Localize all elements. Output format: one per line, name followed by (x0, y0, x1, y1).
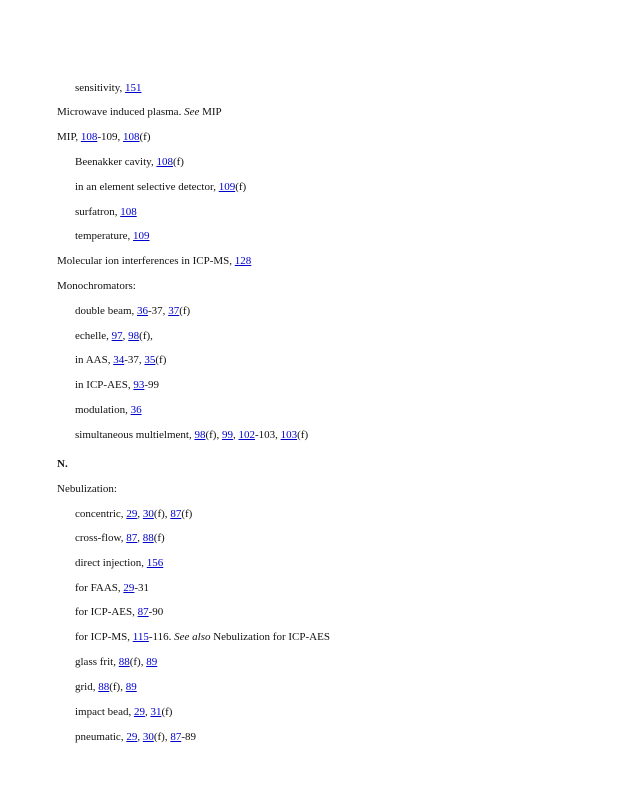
entry-text: temperature, (75, 230, 134, 242)
entry-text: pneumatic, (75, 731, 127, 743)
entry-text: echelle, (75, 330, 112, 342)
page-link[interactable]: 109 (218, 181, 236, 193)
entry-text: -90 (148, 606, 164, 618)
entry-text: Microwave induced plasma. (57, 106, 185, 118)
entry-text: for ICP-MS, (75, 631, 133, 643)
index-subentry (75, 156, 184, 169)
entry-text: N. (57, 458, 68, 470)
index-subentry (75, 681, 137, 694)
index-subentry (75, 82, 142, 95)
entry-text: (f) (172, 156, 184, 168)
entry-text: , (137, 532, 143, 544)
index-entry (57, 106, 222, 119)
index-section-heading (57, 458, 68, 471)
entry-text: -37, (124, 354, 145, 366)
page-link[interactable]: 89 (125, 681, 137, 693)
entry-text: grid, (75, 681, 99, 693)
page-link[interactable]: 108 (120, 206, 137, 218)
page-link[interactable]: 31 (150, 706, 162, 718)
see-reference: See also (174, 631, 211, 643)
entry-text: (f), (129, 656, 147, 668)
page-link[interactable]: 88 (118, 656, 130, 668)
entry-text: (f), (205, 429, 222, 441)
index-entry (57, 131, 151, 144)
page-link[interactable]: 109 (133, 230, 150, 242)
page-link[interactable]: 115 (132, 631, 149, 643)
entry-text: , (232, 429, 239, 441)
page-link[interactable]: 102 (238, 429, 255, 441)
entry-text: -109, (97, 131, 124, 143)
entry-text: (f), (153, 731, 171, 743)
index-subentry (75, 532, 165, 545)
entry-text: double beam, (75, 305, 138, 317)
entry-text: -89 (181, 731, 196, 743)
entry-text: in ICP-AES, (75, 379, 134, 391)
index-subentry (75, 206, 137, 219)
entry-text: (f), (139, 330, 153, 342)
page-link[interactable]: 87 (137, 606, 149, 618)
entry-text: (f) (297, 429, 309, 441)
index-subentry (75, 429, 308, 442)
page-link[interactable]: 93 (133, 379, 145, 391)
page-link[interactable]: 108 (123, 131, 140, 143)
page-link[interactable]: 87 (170, 508, 182, 520)
index-subentry (75, 582, 149, 595)
index-subentry (75, 330, 153, 343)
index-entry (57, 483, 117, 496)
index-subentry (75, 731, 196, 744)
entry-text: Nebulization: (57, 483, 117, 495)
entry-text: for ICP-AES, (75, 606, 138, 618)
page-link[interactable]: 34 (113, 354, 125, 366)
page-link[interactable]: 29 (126, 508, 138, 520)
see-reference: See (184, 106, 200, 118)
entry-text: Molecular ion interferences in ICP-MS, (57, 255, 235, 267)
page-link[interactable]: 89 (146, 656, 158, 668)
entry-text: Nebulization for ICP-AES (210, 631, 330, 643)
entry-text: (f) (139, 131, 151, 143)
entry-text: (f) (235, 181, 247, 193)
entry-text: -103, (254, 429, 281, 441)
entry-text: (f) (161, 706, 173, 718)
entry-text: (f), (109, 681, 126, 693)
page-link[interactable]: 128 (234, 255, 252, 267)
page-link[interactable]: 87 (126, 532, 138, 544)
entry-text: -31 (134, 582, 150, 594)
entry-text: glass frit, (75, 656, 119, 668)
entry-text: in AAS, (75, 354, 114, 366)
index-subentry (75, 354, 166, 367)
entry-text: direct injection, (75, 557, 147, 569)
index-subentry (75, 181, 246, 194)
entry-text: surfatron, (75, 206, 121, 218)
index-subentry (75, 557, 163, 570)
entry-text: impact bead, (75, 706, 134, 718)
index-entry (57, 255, 251, 268)
index-subentry (75, 379, 159, 392)
entry-text: cross-flow, (75, 532, 127, 544)
page-link[interactable]: 98 (194, 429, 206, 441)
entry-text: (f) (181, 508, 193, 520)
index-entry (57, 280, 136, 293)
entry-text: , (122, 330, 129, 342)
entry-text: for FAAS, (75, 582, 124, 594)
entry-text: (f) (155, 354, 167, 366)
page-link[interactable]: 98 (128, 330, 140, 342)
page-link[interactable]: 36 (130, 404, 142, 416)
index-subentry (75, 230, 150, 243)
entry-text: sensitivity, (75, 82, 126, 94)
page-link[interactable]: 103 (280, 429, 298, 441)
page-link[interactable]: 29 (123, 582, 135, 594)
page-link[interactable]: 30 (142, 508, 154, 520)
page-link[interactable]: 97 (111, 330, 123, 342)
page-link[interactable]: 29 (126, 731, 138, 743)
entry-text: (f) (179, 305, 191, 317)
index-subentry (75, 404, 142, 417)
page-link[interactable]: 88 (98, 681, 110, 693)
entry-text: -37, (148, 305, 169, 317)
page-link[interactable]: 36 (137, 305, 149, 317)
page-link[interactable]: 37 (168, 305, 180, 317)
page-link[interactable]: 88 (142, 532, 154, 544)
entry-text: Monochromators: (57, 280, 136, 292)
page-link[interactable]: 108 (156, 156, 173, 168)
index-subentry (75, 706, 172, 719)
index-subentry (75, 631, 330, 644)
entry-text: Beenakker cavity, (75, 156, 157, 168)
entry-text: (f) (153, 532, 165, 544)
page-link[interactable]: 35 (144, 354, 156, 366)
page-link[interactable]: 30 (142, 731, 154, 743)
entry-text: , (137, 508, 143, 520)
entry-text: -99 (144, 379, 160, 391)
entry-text: -116. (148, 631, 175, 643)
page-link[interactable]: 29 (133, 706, 145, 718)
index-subentry (75, 305, 190, 318)
page-link[interactable]: 151 (125, 82, 142, 94)
index-subentry (75, 606, 163, 619)
entry-text: MIP (199, 106, 222, 118)
entry-text: , (137, 731, 143, 743)
entry-text: , (144, 706, 151, 718)
page-link[interactable]: 156 (146, 557, 164, 569)
entry-text: concentric, (75, 508, 127, 520)
page-link[interactable]: 108 (80, 131, 98, 143)
entry-text: modulation, (75, 404, 131, 416)
index-subentry (75, 508, 192, 521)
entry-text: simultaneous multielment, (75, 429, 195, 441)
entry-text: (f), (153, 508, 171, 520)
entry-text: in an element selective detector, (75, 181, 219, 193)
page-link[interactable]: 99 (221, 429, 233, 441)
entry-text: MIP, (57, 131, 81, 143)
page-link[interactable]: 87 (170, 731, 182, 743)
index-subentry (75, 656, 157, 669)
